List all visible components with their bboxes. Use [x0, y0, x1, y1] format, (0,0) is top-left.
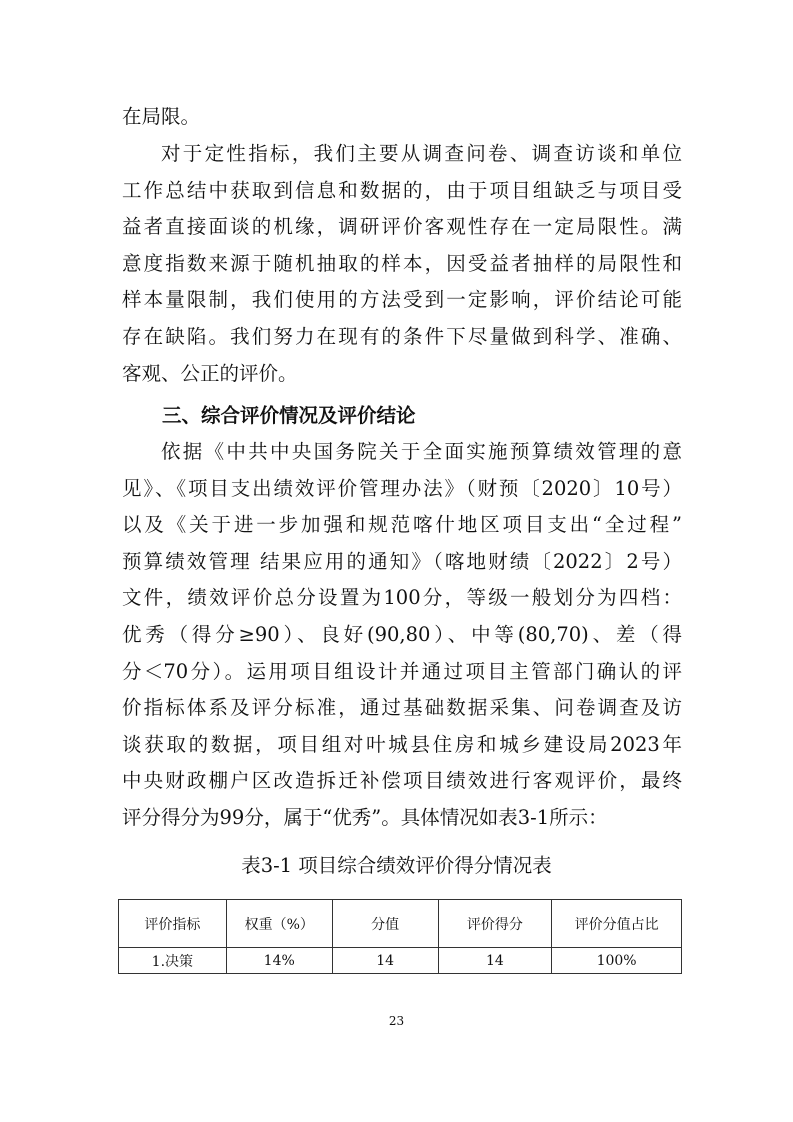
- score-table: [118, 899, 682, 974]
- table-cell: 1.决策: [119, 948, 227, 974]
- text-line: 客观、公正的评价。: [122, 361, 298, 385]
- text-line: 文件，绩效评价总分设置为100分，等级一般划分为四档：: [122, 586, 682, 610]
- table-header-cell: 权重（%）: [226, 900, 332, 948]
- text-line: 分＜70分）。运用项目组设计并通过项目主管部门确认的评: [122, 659, 682, 683]
- table-cell: 14: [332, 948, 438, 974]
- text-line: 对于定性指标，我们主要从调查问卷、调查访谈和单位: [161, 142, 682, 165]
- text-line: 谈获取的数据，项目组对叶城县住房和城乡建设局2023年: [122, 732, 682, 756]
- text-line: 以及《关于进一步加强和规范喀什地区项目支出“全过程”: [122, 513, 682, 537]
- page-number: 23: [388, 1014, 405, 1028]
- table-header-cell: 评价分值占比: [552, 900, 682, 948]
- text-line: 优秀（得分≥90）、良好(90,80）、中等(80,70)、差（得: [122, 622, 682, 646]
- table-header-cell: 评价指标: [119, 900, 227, 948]
- text-line: 预算绩效管理 结果应用的通知》（喀地财绩〔2022〕2号）: [122, 549, 682, 573]
- text-line: 评分得分为99分，属于“优秀”。具体情况如表3-1所示：: [122, 805, 608, 829]
- text-line: 益者直接面谈的机缘，调研评价客观性存在一定局限性。满: [122, 215, 682, 239]
- table-cell: 100%: [552, 948, 682, 974]
- table-header-cell: 分值: [332, 900, 438, 948]
- text-line: 见》、《项目支出绩效评价管理办法》（财预〔2020〕10号）: [122, 476, 682, 500]
- text-line: 在局限。: [122, 105, 201, 128]
- text-line: 意度指数来源于随机抽取的样本，因受益者抽样的局限性和: [122, 251, 682, 275]
- paragraph-evaluation-basis: [122, 434, 682, 837]
- table-header-cell: 评价得分: [438, 900, 552, 948]
- table-cell: 14%: [226, 948, 332, 974]
- text-line: 工作总结中获取到信息和数据的，由于项目组缺乏与项目受: [122, 178, 682, 202]
- table-row: [119, 948, 682, 974]
- text-line: 中央财政棚户区改造拆迁补偿项目绩效进行客观评价，最终: [122, 769, 682, 793]
- table-header-row: [119, 900, 682, 948]
- paragraph-continuation: [122, 99, 682, 136]
- table-caption: 表3-1 项目综合绩效评价得分情况表: [241, 854, 552, 877]
- paragraph-qualitative-indicators: [122, 136, 682, 392]
- text-line: 依据《中共中央国务院关于全面实施预算绩效管理的意: [161, 440, 682, 463]
- text-line: 存在缺陷。我们努力在现有的条件下尽量做到科学、准确、: [122, 324, 682, 348]
- text-line: 样本量限制，我们使用的方法受到一定影响，评价结论可能: [122, 288, 682, 312]
- text-line: 价指标体系及评分标准，通过基础数据采集、问卷调查及访: [122, 696, 682, 720]
- table-cell: 14: [438, 948, 552, 974]
- section-heading: 三、综合评价情况及评价结论: [162, 404, 416, 427]
